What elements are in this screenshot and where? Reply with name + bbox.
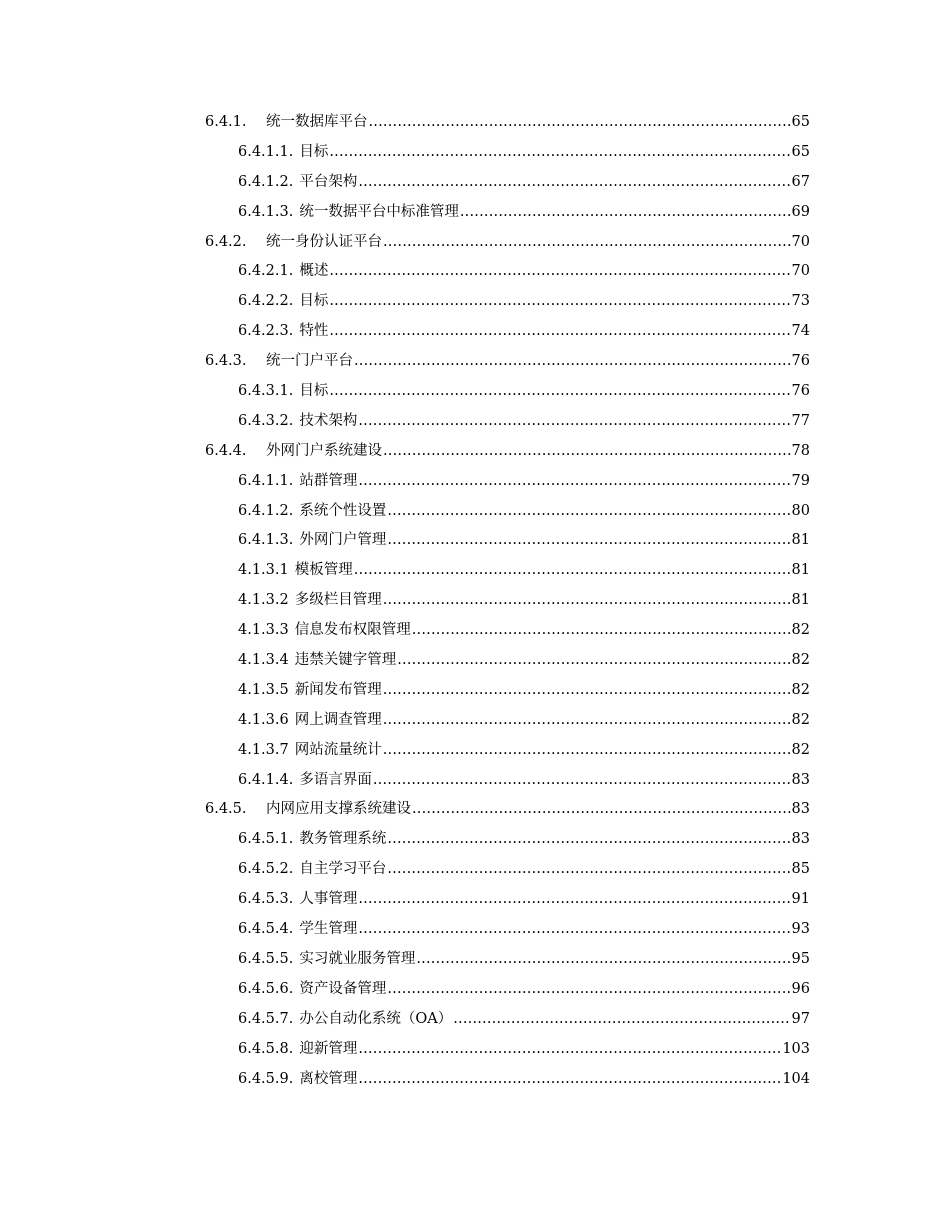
- toc-dot-leader: [387, 825, 790, 855]
- toc-entry-title: 新闻发布管理: [294, 681, 382, 698]
- toc-entry-page-number: 76: [791, 383, 810, 400]
- toc-dot-leader: [397, 646, 790, 676]
- toc-entry[interactable]: [205, 766, 810, 796]
- toc-entry-title: 统一数据平台中标准管理: [299, 203, 459, 220]
- toc-entry-page-number: 82: [791, 741, 810, 758]
- toc-entry-page-number: 95: [791, 950, 810, 967]
- toc-entry-page-number: 80: [791, 502, 810, 519]
- toc-dot-leader: [383, 706, 791, 736]
- toc-dot-leader: [460, 198, 791, 228]
- toc-dot-leader: [358, 407, 790, 437]
- toc-entry-number: 6.4.3.1.: [238, 383, 294, 400]
- toc-entry-page-number: 97: [791, 1010, 810, 1027]
- toc-entry-title: 实习就业服务管理: [299, 950, 416, 967]
- toc-entry-page-number: 81: [791, 562, 810, 579]
- toc-entry-title: 办公自动化系统（OA）: [299, 1010, 453, 1027]
- toc-dot-leader: [387, 526, 790, 556]
- toc-entry-title: 网上调查管理: [294, 711, 382, 728]
- toc-dot-leader: [354, 347, 791, 377]
- toc-entry-title: 外网门户系统建设: [266, 442, 382, 459]
- toc-entry-page-number: 69: [791, 203, 810, 220]
- toc-entry-page-number: 65: [791, 143, 810, 160]
- toc-entry-title: 学生管理: [299, 921, 358, 938]
- toc-entry-title: 网站流量统计: [294, 741, 382, 758]
- toc-entry-number: 6.4.5.9.: [238, 1070, 294, 1087]
- toc-dot-leader: [358, 885, 790, 915]
- toc-entry[interactable]: [205, 108, 810, 138]
- toc-entry-number: 4.1.3.5: [238, 681, 289, 698]
- toc-entry-page-number: 65: [791, 114, 810, 130]
- toc-dot-leader: [329, 377, 790, 407]
- toc-dot-leader: [329, 317, 790, 347]
- toc-entry-number: 6.4.3.: [205, 353, 247, 370]
- toc-entry[interactable]: [205, 586, 810, 616]
- toc-dot-leader: [387, 497, 790, 527]
- toc-entry-number: 6.4.1.4.: [238, 771, 294, 788]
- toc-entry-number: 6.4.1.: [205, 114, 247, 130]
- toc-entry[interactable]: [205, 437, 810, 467]
- toc-dot-leader: [329, 138, 790, 168]
- toc-entry[interactable]: [205, 646, 810, 676]
- toc-dot-leader: [412, 795, 791, 825]
- toc-entry-title: 违禁关键字管理: [294, 652, 397, 669]
- toc-dot-leader: [383, 437, 791, 467]
- toc-entry-number: 6.4.4.: [205, 442, 247, 459]
- toc-entry[interactable]: [205, 287, 810, 317]
- toc-entry[interactable]: [205, 407, 810, 437]
- toc-entry-page-number: 82: [791, 711, 810, 728]
- toc-entry-page-number: 78: [791, 442, 810, 459]
- toc-dot-leader: [383, 228, 791, 258]
- toc-entry-page-number: 73: [791, 293, 810, 310]
- toc-entry-page-number: 70: [791, 233, 810, 250]
- toc-dot-leader: [358, 915, 790, 945]
- toc-entry-number: 6.4.2.2.: [238, 293, 294, 310]
- toc-dot-leader: [453, 1005, 790, 1035]
- toc-dot-leader: [412, 616, 791, 646]
- toc-entry-number: 4.1.3.2: [238, 592, 289, 609]
- toc-entry-page-number: 85: [791, 861, 810, 878]
- toc-entry-page-number: 91: [791, 891, 810, 908]
- toc-dot-leader: [358, 467, 790, 497]
- toc-entry[interactable]: [205, 1065, 810, 1095]
- toc-dot-leader: [358, 1035, 781, 1065]
- toc-entry-title: 目标: [299, 143, 329, 160]
- toc-entry-number: 6.4.1.2.: [238, 502, 294, 519]
- toc-entry-title: 内网应用支撑系统建设: [266, 801, 411, 818]
- toc-entry[interactable]: [205, 1035, 810, 1065]
- toc-entry[interactable]: [205, 138, 810, 168]
- toc-entry-title: 信息发布权限管理: [294, 622, 411, 639]
- toc-entry-number: 6.4.1.2.: [238, 173, 294, 190]
- toc-entry[interactable]: [205, 616, 810, 646]
- toc-entry-page-number: 77: [791, 412, 810, 429]
- toc-entry-number: 6.4.3.2.: [238, 412, 294, 429]
- toc-entry-number: 6.4.2.: [205, 233, 247, 250]
- toc-entry-title: 外网门户管理: [299, 532, 387, 549]
- toc-entry[interactable]: [205, 556, 810, 586]
- toc-entry-page-number: 103: [782, 1040, 810, 1057]
- toc-entry-title: 模板管理: [294, 562, 353, 579]
- toc-entry-title: 概述: [299, 263, 329, 280]
- toc-dot-leader: [329, 257, 790, 287]
- toc-entry-page-number: 83: [791, 801, 810, 818]
- toc-entry-title: 离校管理: [299, 1070, 358, 1087]
- toc-entry-title: 平台架构: [299, 173, 358, 190]
- toc-dot-leader: [358, 1065, 781, 1095]
- toc-entry-title: 技术架构: [299, 412, 358, 429]
- table-of-contents: [205, 108, 810, 1094]
- toc-entry[interactable]: [205, 795, 810, 825]
- toc-entry-number: 4.1.3.4: [238, 652, 289, 669]
- toc-entry[interactable]: [205, 526, 810, 556]
- toc-entry[interactable]: [205, 228, 810, 258]
- toc-entry[interactable]: [205, 317, 810, 347]
- toc-entry-title: 特性: [299, 323, 329, 340]
- toc-entry-page-number: 81: [791, 532, 810, 549]
- toc-entry[interactable]: [205, 825, 810, 855]
- toc-entry-title: 目标: [299, 383, 329, 400]
- toc-entry-number: 6.4.5.7.: [238, 1010, 294, 1027]
- toc-entry-number: 4.1.3.3: [238, 622, 289, 639]
- toc-entry[interactable]: [205, 347, 810, 377]
- toc-entry[interactable]: [205, 706, 810, 736]
- toc-entry-number: 6.4.2.1.: [238, 263, 294, 280]
- toc-entry-page-number: 67: [791, 173, 810, 190]
- toc-entry[interactable]: [205, 168, 810, 198]
- toc-dot-leader: [383, 736, 791, 766]
- toc-entry-title: 迎新管理: [299, 1040, 358, 1057]
- toc-dot-leader: [383, 676, 791, 706]
- toc-entry-page-number: 81: [791, 592, 810, 609]
- toc-entry-number: 6.4.1.1.: [238, 472, 294, 489]
- toc-entry[interactable]: [205, 198, 810, 228]
- toc-entry-number: 4.1.3.7: [238, 741, 289, 758]
- toc-entry-number: 6.4.5.8.: [238, 1040, 294, 1057]
- toc-entry-title: 目标: [299, 293, 329, 310]
- toc-entry-title: 资产设备管理: [299, 980, 387, 997]
- toc-entry-number: 6.4.5.1.: [238, 831, 294, 848]
- toc-entry-number: 6.4.5.6.: [238, 980, 294, 997]
- toc-entry-number: 6.4.1.3.: [238, 203, 294, 220]
- toc-entry[interactable]: [205, 885, 810, 915]
- toc-entry[interactable]: [205, 736, 810, 766]
- toc-dot-leader: [369, 108, 791, 138]
- toc-entry-title: 人事管理: [299, 891, 358, 908]
- toc-entry[interactable]: [205, 945, 810, 975]
- toc-dot-leader: [387, 855, 790, 885]
- toc-entry[interactable]: [205, 855, 810, 885]
- toc-dot-leader: [354, 556, 791, 586]
- toc-entry-title: 多级栏目管理: [294, 592, 382, 609]
- toc-entry-number: 6.4.1.3.: [238, 532, 294, 549]
- toc-entry-page-number: 79: [791, 472, 810, 489]
- toc-dot-leader: [358, 168, 790, 198]
- toc-entry-number: 6.4.1.1.: [238, 143, 294, 160]
- toc-entry-page-number: 74: [791, 323, 810, 340]
- toc-entry-number: 6.4.5.: [205, 801, 247, 818]
- toc-entry-title: 自主学习平台: [299, 861, 387, 878]
- toc-entry-title: 统一身份认证平台: [266, 233, 382, 250]
- toc-entry-page-number: 83: [791, 831, 810, 848]
- toc-entry-title: 统一门户平台: [266, 353, 353, 370]
- toc-dot-leader: [329, 287, 790, 317]
- toc-entry-page-number: 82: [791, 681, 810, 698]
- toc-entry-page-number: 70: [791, 263, 810, 280]
- toc-entry-page-number: 82: [791, 652, 810, 669]
- toc-entry[interactable]: [205, 257, 810, 287]
- toc-entry-page-number: 76: [791, 353, 810, 370]
- toc-entry[interactable]: [205, 467, 810, 497]
- toc-entry-title: 系统个性设置: [299, 502, 387, 519]
- toc-entry-number: 6.4.5.5.: [238, 950, 294, 967]
- toc-entry-number: 6.4.5.3.: [238, 891, 294, 908]
- toc-entry-number: 6.4.5.4.: [238, 921, 294, 938]
- toc-entry[interactable]: [205, 915, 810, 945]
- toc-entry[interactable]: [205, 497, 810, 527]
- toc-dot-leader: [383, 586, 791, 616]
- toc-dot-leader: [373, 766, 791, 796]
- toc-entry-page-number: 93: [791, 921, 810, 938]
- toc-entry-number: 4.1.3.6: [238, 711, 289, 728]
- toc-entry-title: 统一数据库平台: [266, 114, 368, 130]
- toc-entry-number: 4.1.3.1: [238, 562, 289, 579]
- toc-entry[interactable]: [205, 676, 810, 706]
- toc-entry-page-number: 104: [782, 1070, 810, 1087]
- toc-entry-number: 6.4.2.3.: [238, 323, 294, 340]
- toc-entry[interactable]: [205, 975, 810, 1005]
- toc-entry-title: 多语言界面: [299, 771, 372, 788]
- toc-dot-leader: [416, 945, 790, 975]
- toc-dot-leader: [387, 975, 790, 1005]
- toc-entry-title: 教务管理系统: [299, 831, 387, 848]
- toc-entry-title: 站群管理: [299, 472, 358, 489]
- toc-entry-page-number: 82: [791, 622, 810, 639]
- toc-entry-page-number: 96: [791, 980, 810, 997]
- toc-entry-number: 6.4.5.2.: [238, 861, 294, 878]
- toc-entry[interactable]: [205, 377, 810, 407]
- toc-entry-page-number: 83: [791, 771, 810, 788]
- toc-entry[interactable]: [205, 1005, 810, 1035]
